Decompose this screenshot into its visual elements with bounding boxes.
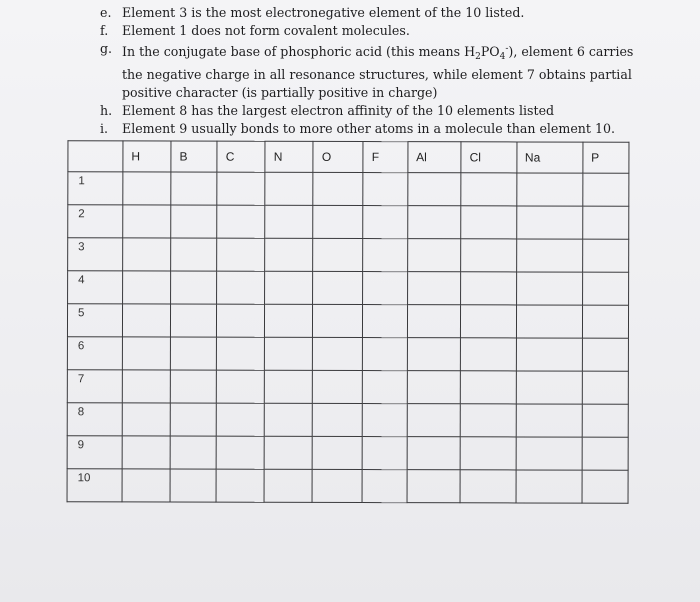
answer-cell	[313, 403, 363, 436]
answer-cell	[516, 371, 582, 404]
answer-cell	[123, 238, 171, 271]
column-header: O	[313, 141, 363, 172]
table-row	[67, 436, 628, 470]
column-header: Al	[408, 142, 462, 173]
clue-text	[122, 40, 656, 102]
answer-cell	[265, 403, 313, 436]
column-header: P	[583, 142, 629, 173]
answer-cell	[516, 206, 582, 239]
answer-cell	[516, 470, 582, 503]
answer-cell	[461, 173, 516, 206]
table-row	[67, 403, 628, 437]
answer-cell	[216, 469, 264, 502]
answer-cell	[264, 469, 312, 502]
answer-cell	[516, 239, 582, 272]
table-row	[67, 469, 628, 503]
subscript: 4	[499, 52, 506, 62]
answer-cell	[265, 370, 313, 403]
answer-cell	[217, 403, 265, 436]
answer-cell	[460, 404, 515, 437]
answer-cell	[313, 337, 363, 370]
answer-cell	[363, 272, 408, 305]
clue-text-mid: PO	[480, 44, 500, 59]
row-label: 8	[67, 403, 122, 436]
clue-text-after: ), element 6 carries the negative charge in all resonance structures, while element 7 obtains partial positive character (is partially positive in charge)	[122, 44, 634, 100]
clue-label: f.	[100, 23, 109, 38]
answer-cell	[265, 238, 313, 271]
answer-cell	[171, 271, 217, 304]
subscript: 2	[475, 52, 481, 62]
column-header: F	[363, 142, 408, 173]
clue-e	[96, 4, 656, 22]
answer-cell	[516, 404, 582, 437]
answer-cell	[407, 305, 461, 338]
answer-cell	[582, 371, 628, 404]
answer-cell	[516, 173, 582, 206]
answer-cell	[407, 371, 461, 404]
row-label: 3	[68, 238, 123, 271]
column-header: Cl	[461, 142, 516, 173]
row-label: 9	[67, 436, 122, 469]
answer-cell	[363, 371, 408, 404]
answer-cell	[313, 436, 363, 469]
table-row	[68, 172, 629, 206]
clue-text: Element 8 has the largest electron affinity of the 10 elements listed	[122, 103, 555, 118]
answer-cell	[407, 272, 461, 305]
answer-cell	[217, 337, 265, 370]
answer-cell	[582, 404, 628, 437]
answer-cell	[123, 271, 171, 304]
clue-label: e.	[100, 5, 112, 20]
clue-h	[96, 102, 656, 120]
answer-cell	[122, 304, 170, 337]
answer-cell	[362, 470, 407, 503]
corner-cell	[68, 141, 123, 172]
answer-cell	[583, 173, 629, 206]
answer-cell	[461, 272, 516, 305]
answer-cell	[461, 305, 516, 338]
answer-cell	[170, 370, 216, 403]
answer-cell	[407, 206, 461, 239]
answer-cell	[460, 437, 515, 470]
table-row	[67, 304, 628, 338]
answer-cell	[171, 238, 217, 271]
answer-cell	[362, 437, 407, 470]
table-row	[67, 337, 628, 371]
answer-cell	[170, 469, 216, 502]
answer-cell	[122, 337, 170, 370]
clue-g	[96, 40, 656, 102]
answer-cell	[123, 172, 171, 205]
row-label: 10	[67, 469, 122, 502]
clue-label: h.	[100, 103, 113, 118]
answer-cell	[313, 271, 363, 304]
answer-cell	[461, 239, 516, 272]
answer-cell	[312, 469, 362, 502]
answer-cell	[122, 436, 170, 469]
row-label: 2	[68, 205, 123, 238]
column-header: N	[265, 141, 313, 172]
answer-cell	[407, 338, 461, 371]
clue-list	[96, 4, 656, 138]
clue-text: Element 1 does not form covalent molecules.	[122, 23, 410, 38]
answer-cell	[217, 238, 265, 271]
answer-cell	[313, 370, 363, 403]
answer-cell	[516, 272, 582, 305]
clue-label: i.	[100, 121, 109, 136]
answer-cell	[363, 338, 408, 371]
row-label: 4	[68, 271, 123, 304]
answer-cell	[407, 239, 461, 272]
answer-cell	[582, 305, 628, 338]
clue-text-before: In the conjugate base of phosphoric acid (this means H	[122, 44, 476, 59]
superscript: -	[505, 44, 509, 54]
column-header: C	[217, 141, 265, 172]
answer-cell	[363, 305, 408, 338]
answer-cell	[516, 338, 582, 371]
answer-cell	[313, 238, 363, 271]
answer-cell	[313, 172, 363, 205]
row-label: 6	[67, 337, 122, 370]
answer-cell	[265, 172, 313, 205]
answer-cell	[265, 271, 313, 304]
row-label: 1	[68, 172, 123, 205]
table-row	[67, 370, 628, 404]
answer-cell	[407, 470, 461, 503]
header-row	[68, 141, 629, 173]
answer-cell	[363, 206, 408, 239]
answer-cell	[313, 205, 363, 238]
clue-i	[96, 120, 656, 138]
answer-cell	[363, 239, 408, 272]
table-row	[68, 238, 629, 272]
answer-cell	[582, 206, 628, 239]
answer-cell	[363, 173, 408, 206]
answer-cell	[122, 469, 170, 502]
column-header: Na	[516, 142, 582, 173]
column-header: B	[171, 141, 217, 172]
answer-cell	[407, 404, 461, 437]
answer-cell	[122, 370, 170, 403]
clue-text: Element 3 is the most electronegative element of the 10 listed.	[122, 5, 525, 20]
answer-cell	[123, 205, 171, 238]
answer-cell	[461, 338, 516, 371]
clue-text: Element 9 usually bonds to more other atoms in a molecule than element 10.	[122, 121, 615, 136]
answer-cell	[122, 403, 170, 436]
answer-cell	[313, 304, 363, 337]
answer-cell	[171, 205, 217, 238]
answer-cell	[171, 304, 217, 337]
answer-cell	[265, 205, 313, 238]
answer-cell	[362, 404, 407, 437]
answer-cell	[265, 337, 313, 370]
answer-cell	[170, 403, 216, 436]
answer-cell	[265, 304, 313, 337]
answer-cell	[217, 172, 265, 205]
table-row	[68, 205, 629, 239]
answer-cell	[408, 173, 462, 206]
answer-cell	[170, 337, 216, 370]
answer-cell	[217, 304, 265, 337]
answer-cell	[217, 205, 265, 238]
answer-cell	[170, 436, 216, 469]
answer-cell	[460, 470, 515, 503]
answer-grid	[67, 140, 630, 503]
row-label: 7	[67, 370, 122, 403]
answer-cell	[217, 271, 265, 304]
column-header: H	[123, 141, 171, 172]
clue-f	[96, 22, 656, 40]
answer-cell	[582, 338, 628, 371]
answer-cell	[460, 371, 515, 404]
answer-cell	[582, 272, 628, 305]
answer-cell	[516, 437, 582, 470]
answer-cell	[582, 437, 628, 470]
answer-cell	[216, 436, 264, 469]
answer-cell	[461, 206, 516, 239]
answer-cell	[516, 305, 582, 338]
clue-label: g.	[100, 41, 113, 56]
answer-cell	[407, 437, 461, 470]
answer-cell	[264, 436, 312, 469]
answer-cell	[217, 370, 265, 403]
answer-cell	[582, 239, 628, 272]
table-row	[68, 271, 629, 305]
answer-cell	[171, 172, 217, 205]
row-label: 5	[67, 304, 122, 337]
answer-cell	[582, 470, 628, 503]
